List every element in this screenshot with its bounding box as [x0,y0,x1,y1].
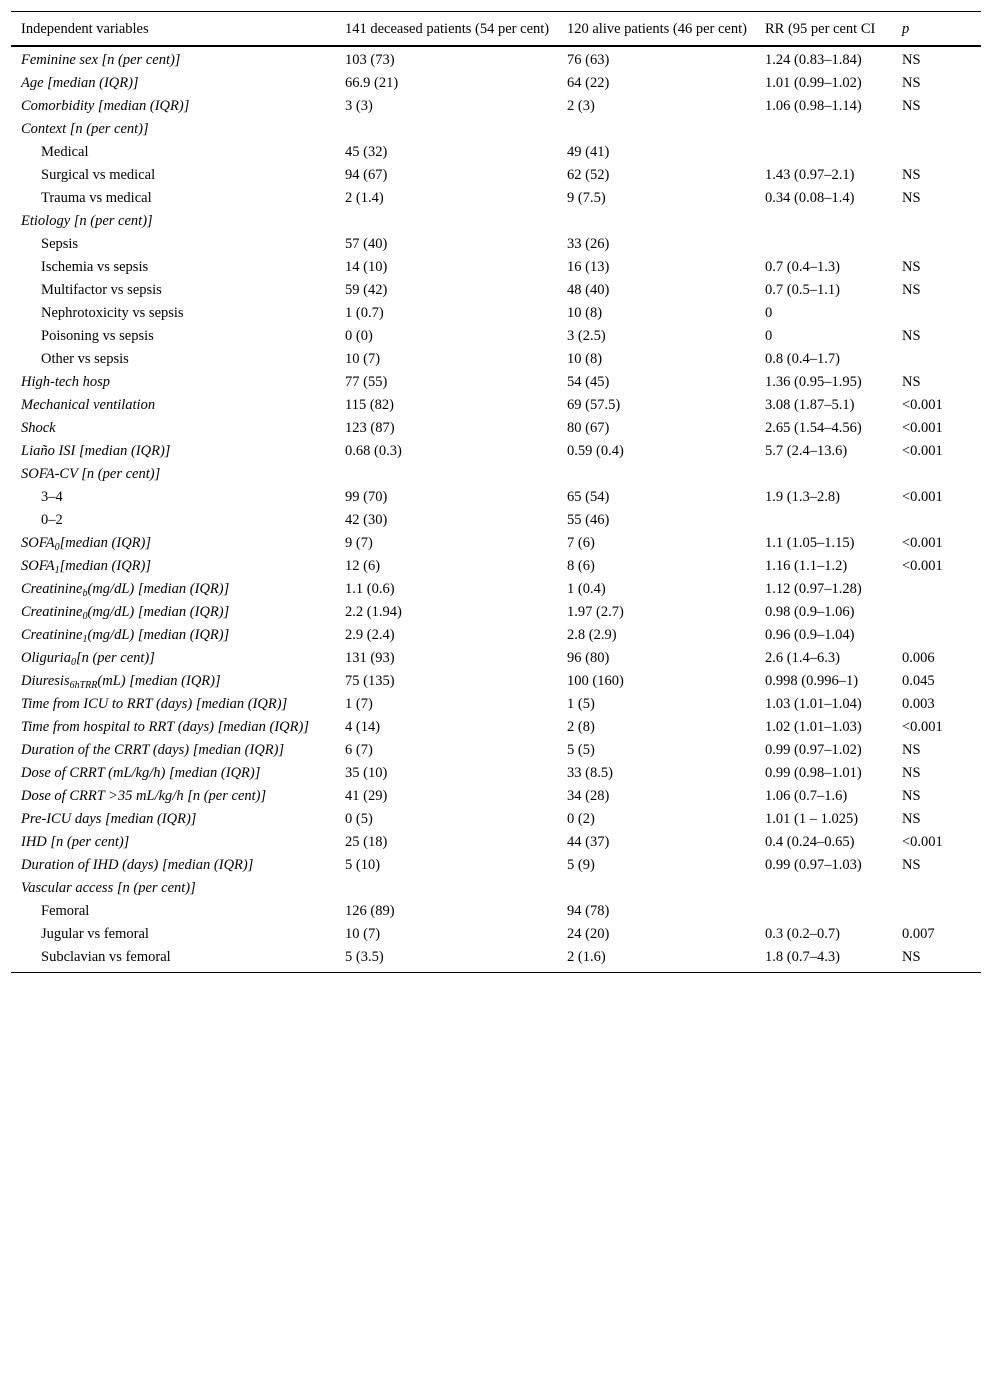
cell-deceased: 1 (0.7) [345,305,384,321]
cell-deceased: 103 (73) [345,52,395,68]
cell-rr: 1.1 (1.05–1.15) [765,535,855,551]
header-deceased: 141 deceased patients (54 per cent) [345,21,550,37]
cell-p: <0.001 [902,420,943,436]
row-label: Other vs sepsis [41,351,129,367]
cell-alive: 1 (0.4) [567,581,606,597]
cell-deceased: 66.9 (21) [345,75,399,91]
cell-deceased: 77 (55) [345,374,388,390]
cell-rr: 0.99 (0.97–1.03) [765,857,862,873]
cell-rr: 1.06 (0.98–1.14) [765,98,862,114]
cell-p: 0.007 [902,926,935,942]
cell-rr: 0.4 (0.24–0.65) [765,834,855,850]
cell-p: NS [902,328,921,344]
table-row [11,187,981,210]
table-header [11,12,981,46]
cell-rr: 1.06 (0.7–1.6) [765,788,848,804]
table-row [11,233,981,256]
cell-deceased: 1 (7) [345,696,373,712]
row-label: Subclavian vs femoral [41,949,171,965]
cell-deceased: 2.2 (1.94) [345,604,402,620]
cell-rr: 0.96 (0.9–1.04) [765,627,855,643]
cell-alive: 7 (6) [567,535,595,551]
table-row [11,371,981,394]
cell-alive: 24 (20) [567,926,610,942]
cell-alive: 94 (78) [567,903,610,919]
row-label: Jugular vs femoral [41,926,149,942]
cell-rr: 1.9 (1.3–2.8) [765,489,840,505]
table-row [11,831,981,854]
row-label: Mechanical ventilation [21,397,156,413]
label-main: Creatinine [21,604,83,620]
cell-p [892,463,981,486]
row-label: Sepsis [41,236,79,252]
cell-p: 0.003 [902,696,935,712]
row-label: SOFA-CV [n (per cent)] [21,466,161,482]
cell-deceased [335,118,557,141]
row-label [11,555,335,578]
cell-p [892,302,981,325]
results-table-container [11,11,981,973]
cell-rr: 0.7 (0.5–1.1) [765,282,840,298]
cell-rr: 2.65 (1.54–4.56) [765,420,862,436]
cell-p [892,877,981,900]
table-row [11,854,981,877]
table-row [11,394,981,417]
label-rest: [median (IQR)] [59,558,151,574]
row-label [11,601,335,624]
cell-rr: 0 [765,305,773,321]
cell-rr [755,210,892,233]
label-rest: [median (IQR)] [59,535,151,551]
cell-rr: 0.7 (0.4–1.3) [765,259,840,275]
cell-alive: 8 (6) [567,558,595,574]
cell-deceased: 41 (29) [345,788,388,804]
cell-deceased: 59 (42) [345,282,388,298]
table-row [11,693,981,716]
table-row [11,302,981,325]
cell-deceased: 6 (7) [345,742,373,758]
cell-alive: 55 (46) [567,512,610,528]
cell-rr: 1.8 (0.7–4.3) [765,949,840,965]
row-label: Multifactor vs sepsis [41,282,162,298]
cell-alive: 10 (8) [567,305,603,321]
cell-p: <0.001 [902,489,943,505]
cell-rr: 1.16 (1.1–1.2) [765,558,848,574]
table-row [11,923,981,946]
cell-deceased: 10 (7) [345,926,381,942]
cell-rr: 1.01 (1 – 1.025) [765,811,859,827]
header-rr: RR (95 per cent CI [765,21,876,37]
cell-deceased: 42 (30) [345,512,388,528]
cell-deceased: 12 (6) [345,558,381,574]
label-main: SOFA [21,558,55,574]
table-row [11,463,981,486]
cell-p: NS [902,811,921,827]
cell-p [892,348,981,371]
cell-p [892,624,981,647]
label-subscript: b [82,588,88,599]
cell-deceased: 10 (7) [345,351,381,367]
cell-p [892,210,981,233]
row-label: 3–4 [41,489,63,505]
label-main: Diuresis [21,673,70,689]
table-row [11,555,981,578]
table-row [11,72,981,95]
cell-p: NS [902,765,921,781]
cell-rr [755,463,892,486]
row-label: Vascular access [n (per cent)] [21,880,196,896]
cell-deceased: 123 (87) [345,420,395,436]
cell-alive: 64 (22) [567,75,610,91]
cell-p: <0.001 [902,834,943,850]
header-alive: 120 alive patients (46 per cent) [567,21,747,37]
cell-alive [557,118,755,141]
results-table [11,12,981,973]
cell-alive: 33 (26) [567,236,610,252]
table-row [11,785,981,808]
row-label: Time from ICU to RRT (days) [median (IQR)] [21,696,288,712]
cell-deceased: 57 (40) [345,236,388,252]
cell-alive: 33 (8.5) [567,765,613,781]
cell-p: NS [902,788,921,804]
cell-rr [755,233,892,256]
row-label [11,647,335,670]
cell-alive: 2 (1.6) [567,949,606,965]
table-row [11,95,981,118]
cell-p: NS [902,190,921,206]
label-rest: (mL) [median (IQR)] [97,673,221,689]
cell-alive [557,877,755,900]
row-label [11,578,335,601]
cell-deceased: 99 (70) [345,489,388,505]
label-main: Creatinine [21,627,83,643]
cell-p: <0.001 [902,558,943,574]
cell-p: NS [902,949,921,965]
table-row [11,601,981,624]
cell-deceased [335,877,557,900]
table-body [11,46,981,973]
row-label: High-tech hosp [21,374,110,390]
table-row [11,279,981,302]
cell-alive: 0.59 (0.4) [567,443,624,459]
row-label: Medical [41,144,89,160]
cell-p: NS [902,259,921,275]
label-rest: (mg/dL) [median (IQR)] [87,627,230,643]
cell-alive: 5 (9) [567,857,595,873]
cell-deceased: 75 (135) [345,673,395,689]
cell-p: NS [902,282,921,298]
cell-alive: 5 (5) [567,742,595,758]
row-label: Duration of the CRRT (days) [median (IQR)] [21,742,285,758]
cell-p: NS [902,98,921,114]
table-row [11,210,981,233]
cell-alive: 9 (7.5) [567,190,606,206]
row-label: Age [median (IQR)] [21,75,139,91]
cell-alive: 10 (8) [567,351,603,367]
cell-p: NS [902,374,921,390]
cell-alive: 2 (8) [567,719,595,735]
cell-deceased: 25 (18) [345,834,388,850]
cell-alive: 100 (160) [567,673,624,689]
row-label: Ischemia vs sepsis [41,259,149,275]
header-p: p [902,21,910,37]
row-label: Poisoning vs sepsis [41,328,154,344]
cell-alive: 2.8 (2.9) [567,627,617,643]
cell-deceased [335,463,557,486]
row-label: Context [n (per cent)] [21,121,149,137]
cell-rr: 0.98 (0.9–1.06) [765,604,855,620]
cell-p: NS [902,52,921,68]
table-row [11,946,981,973]
cell-rr: 0.998 (0.996–1) [765,673,859,689]
label-subscript: 1 [82,634,88,645]
cell-deceased: 4 (14) [345,719,381,735]
row-label: Feminine sex [n (per cent)] [21,52,181,68]
cell-deceased: 115 (82) [345,397,394,413]
cell-p: <0.001 [902,443,943,459]
row-label: Pre-ICU days [median (IQR)] [21,811,197,827]
row-label [11,624,335,647]
cell-p: <0.001 [902,719,943,735]
header-row [11,12,981,46]
header-variables: Independent variables [21,21,149,37]
label-rest: [n (per cent)] [75,650,155,666]
table-row [11,440,981,463]
cell-p: <0.001 [902,397,943,413]
cell-deceased: 131 (93) [345,650,395,666]
cell-deceased: 3 (3) [345,98,373,114]
row-label: Dose of CRRT (mL/kg/h) [median (IQR)] [21,765,261,781]
cell-deceased: 45 (32) [345,144,388,160]
cell-p [892,118,981,141]
table-row [11,417,981,440]
cell-p [892,601,981,624]
row-label: Shock [21,420,56,436]
cell-p [892,578,981,601]
cell-rr [755,141,892,164]
row-label [11,532,335,555]
cell-alive: 65 (54) [567,489,610,505]
cell-alive: 48 (40) [567,282,610,298]
cell-deceased: 14 (10) [345,259,388,275]
table-row [11,348,981,371]
label-rest: (mg/dL) [median (IQR)] [87,604,230,620]
table-row [11,716,981,739]
cell-rr [755,900,892,923]
cell-alive: 2 (3) [567,98,595,114]
table-row [11,739,981,762]
table-row [11,325,981,348]
cell-p: 0.045 [902,673,935,689]
cell-p [892,141,981,164]
cell-alive: 54 (45) [567,374,610,390]
label-rest: (mg/dL) [median (IQR)] [87,581,230,597]
cell-rr [755,877,892,900]
label-main: Oliguria [21,650,71,666]
table-row [11,647,981,670]
row-label [11,670,335,693]
row-label: Etiology [n (per cent)] [21,213,153,229]
cell-rr: 0.99 (0.98–1.01) [765,765,862,781]
cell-rr: 1.24 (0.83–1.84) [765,52,862,68]
row-label: Nephrotoxicity vs sepsis [41,305,184,321]
table-row [11,46,981,72]
cell-alive: 0 (2) [567,811,595,827]
row-label: Comorbidity [median (IQR)] [21,98,190,114]
cell-deceased: 2.9 (2.4) [345,627,395,643]
cell-rr: 1.12 (0.97–1.28) [765,581,862,597]
cell-rr: 1.03 (1.01–1.04) [765,696,862,712]
table-row [11,578,981,601]
cell-p: 0.006 [902,650,935,666]
table-row [11,762,981,785]
cell-p: NS [902,742,921,758]
cell-rr: 0.3 (0.2–0.7) [765,926,840,942]
cell-rr [755,118,892,141]
cell-p: NS [902,857,921,873]
label-subscript: 0 [54,542,60,553]
cell-alive: 76 (63) [567,52,610,68]
table-row [11,877,981,900]
cell-rr: 2.6 (1.4–6.3) [765,650,840,666]
row-label: 0–2 [41,512,63,528]
cell-rr: 1.01 (0.99–1.02) [765,75,862,91]
cell-alive: 1.97 (2.7) [567,604,624,620]
cell-p: NS [902,167,921,183]
cell-alive: 3 (2.5) [567,328,606,344]
cell-deceased: 1.1 (0.6) [345,581,395,597]
table-row [11,670,981,693]
row-label: Surgical vs medical [41,167,156,183]
row-label: Trauma vs medical [41,190,152,206]
cell-alive [557,210,755,233]
cell-rr: 3.08 (1.87–5.1) [765,397,855,413]
cell-rr [755,509,892,532]
cell-deceased: 5 (3.5) [345,949,384,965]
cell-deceased: 0.68 (0.3) [345,443,402,459]
table-row [11,164,981,187]
label-subscript: 1 [54,565,60,576]
row-label: IHD [n (per cent)] [21,834,130,850]
cell-rr: 0.99 (0.97–1.02) [765,742,862,758]
cell-rr: 1.02 (1.01–1.03) [765,719,862,735]
cell-deceased: 9 (7) [345,535,373,551]
cell-rr: 1.36 (0.95–1.95) [765,374,862,390]
cell-alive: 1 (5) [567,696,595,712]
cell-alive: 16 (13) [567,259,610,275]
label-main: SOFA [21,535,55,551]
cell-deceased: 35 (10) [345,765,388,781]
cell-rr: 0.8 (0.4–1.7) [765,351,840,367]
row-label: Femoral [41,903,90,919]
cell-alive: 69 (57.5) [567,397,621,413]
table-row [11,808,981,831]
cell-alive [557,463,755,486]
cell-p [892,900,981,923]
cell-deceased: 126 (89) [345,903,395,919]
cell-alive: 49 (41) [567,144,610,160]
label-subscript: 0 [82,611,88,622]
table-row [11,256,981,279]
cell-deceased [335,210,557,233]
cell-rr: 5.7 (2.4–13.6) [765,443,848,459]
table-row [11,900,981,923]
table-row [11,118,981,141]
cell-deceased: 5 (10) [345,857,381,873]
cell-deceased: 2 (1.4) [345,190,384,206]
cell-deceased: 94 (67) [345,167,388,183]
cell-alive: 62 (52) [567,167,610,183]
cell-p [892,509,981,532]
table-row [11,509,981,532]
label-subscript: 6hTRR [69,680,98,691]
cell-alive: 44 (37) [567,834,610,850]
row-label: Dose of CRRT >35 mL/kg/h [n (per cent)] [21,788,267,804]
cell-deceased: 0 (5) [345,811,373,827]
label-subscript: 0 [70,657,76,668]
cell-alive: 80 (67) [567,420,610,436]
cell-p [892,233,981,256]
cell-alive: 34 (28) [567,788,610,804]
row-label: Duration of IHD (days) [median (IQR)] [21,857,254,873]
table-row [11,486,981,509]
cell-alive: 96 (80) [567,650,610,666]
cell-p: NS [902,75,921,91]
table-row [11,532,981,555]
cell-p: <0.001 [902,535,943,551]
cell-rr: 0.34 (0.08–1.4) [765,190,855,206]
row-label: Time from hospital to RRT (days) [median (IQR)] [21,719,309,735]
cell-deceased: 0 (0) [345,328,373,344]
table-row [11,624,981,647]
row-label: Liaño ISI [median (IQR)] [21,443,171,459]
cell-rr: 0 [765,328,773,344]
table-row [11,141,981,164]
label-main: Creatinine [21,581,83,597]
cell-rr: 1.43 (0.97–2.1) [765,167,855,183]
